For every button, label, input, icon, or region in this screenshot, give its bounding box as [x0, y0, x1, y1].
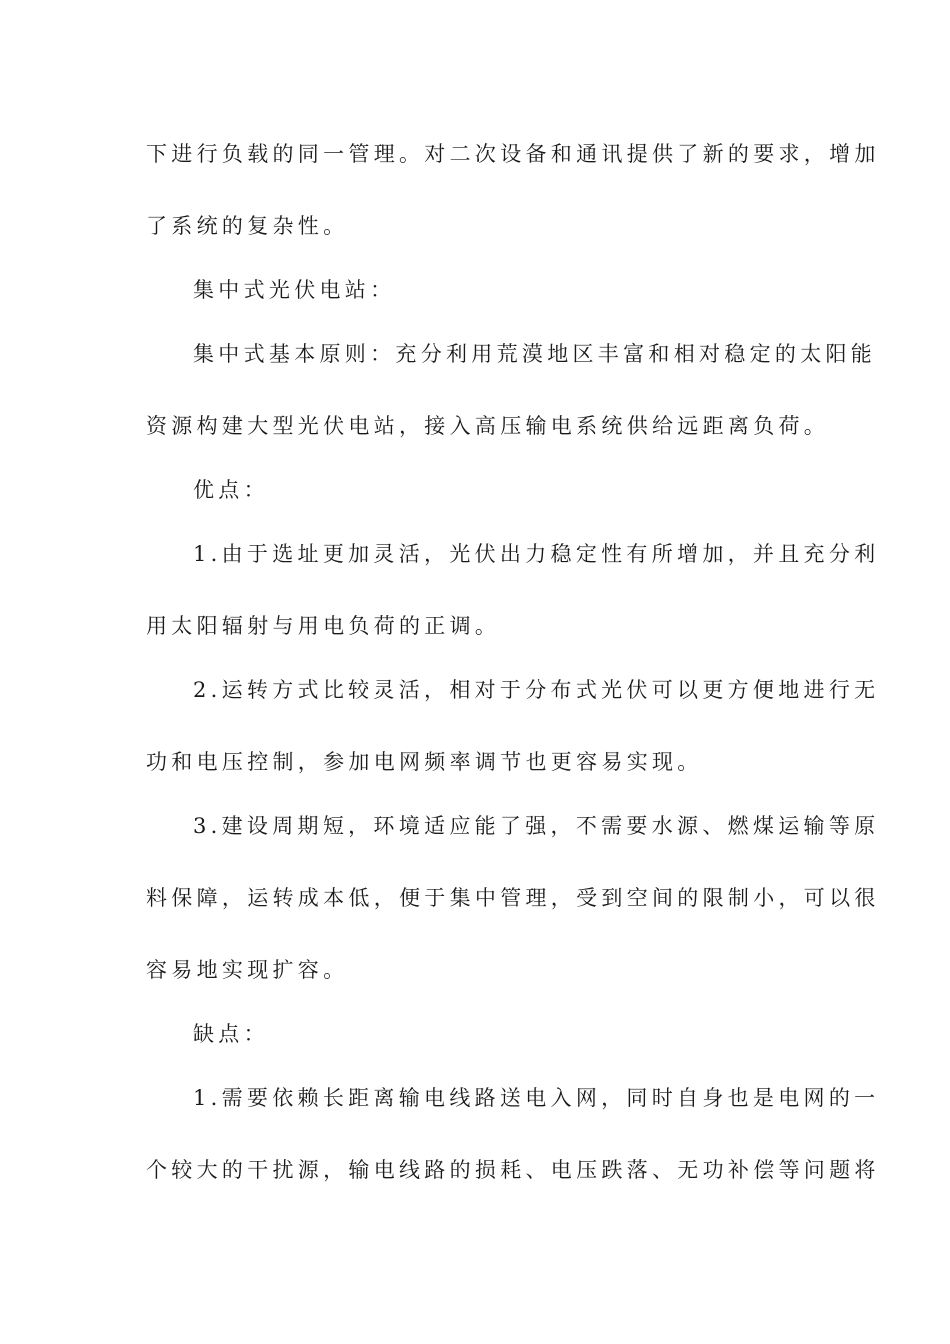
list-item-continuation: 个较大的干扰源，输电线路的损耗、电压跌落、无功补偿等问题将: [146, 1158, 880, 1182]
list-item: 3.建设周期短，环境适应能了强，不需要水源、燃煤运输等原: [193, 814, 880, 838]
list-item-continuation: 功和电压控制，参加电网频率调节也更容易实现。: [146, 750, 703, 774]
paragraph-line: 下进行负载的同一管理。对二次设备和通讯提供了新的要求，增加: [146, 142, 880, 166]
list-item: 2.运转方式比较灵活，相对于分布式光伏可以更方便地进行无: [193, 678, 880, 702]
list-item: 1.由于选址更加灵活，光伏出力稳定性有所增加，并且充分利: [193, 542, 880, 566]
list-item-continuation: 料保障，运转成本低，便于集中管理，受到空间的限制小，可以很: [146, 886, 880, 910]
paragraph-line: 集中式基本原则：充分利用荒漠地区丰富和相对稳定的太阳能: [193, 342, 877, 366]
section-heading: 集中式光伏电站：: [193, 278, 396, 302]
list-item-continuation: 用太阳辐射与用电负荷的正调。: [146, 614, 501, 638]
advantages-heading: 优点：: [193, 478, 269, 502]
disadvantages-heading: 缺点：: [193, 1022, 269, 1046]
paragraph-line: 资源构建大型光伏电站，接入高压输电系统供给远距离负荷。: [146, 414, 830, 438]
paragraph-line: 了系统的复杂性。: [146, 214, 349, 238]
list-item: 1.需要依赖长距离输电线路送电入网，同时自身也是电网的一: [193, 1086, 880, 1110]
list-item-continuation: 容易地实现扩容。: [146, 958, 349, 982]
